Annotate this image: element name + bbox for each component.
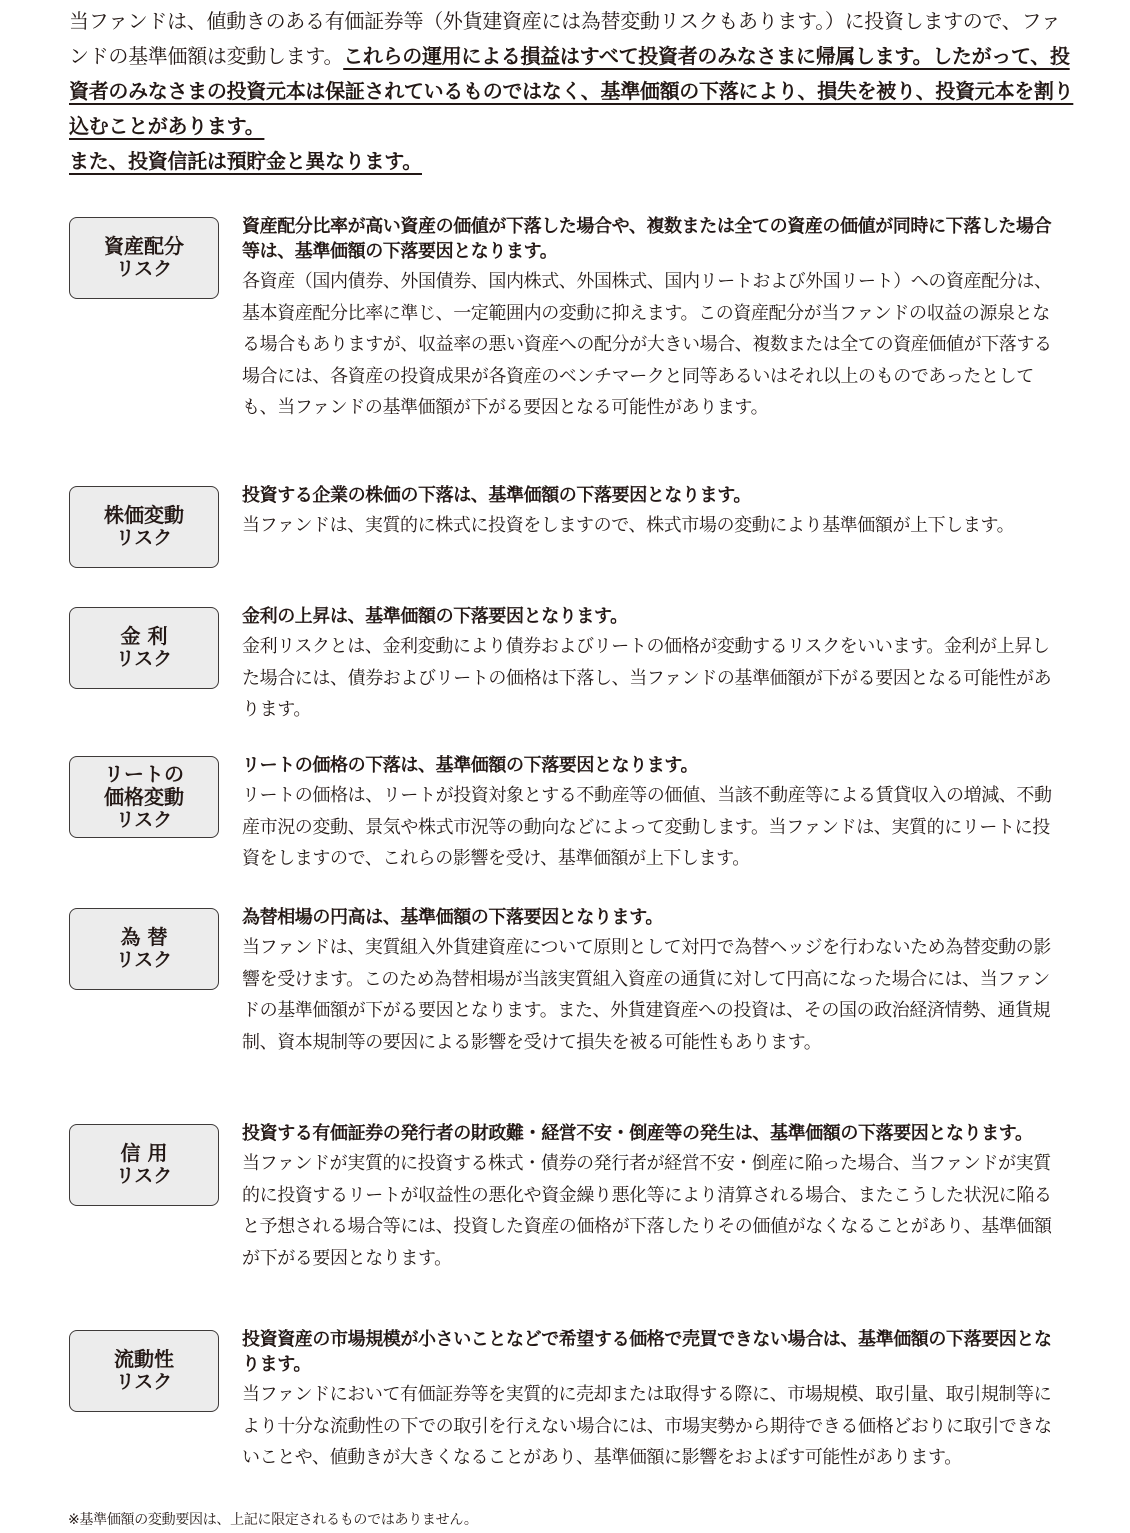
risk-detail: 当ファンドが実質的に投資する株式・債券の発行者が経営不安・倒産に陥った場合、当ファンドが実質的に投資するリートが収益性の悪化や資金繰り悪化等により清算される場合、またこうした状況に陥ると予想される場合等には、投資した資産の価格が下落したりその価値がなくなることがあり、基準価額が下がる要因となります。: [242, 1153, 1052, 1269]
risk-detail: リートの価格は、リートが投資対象とする不動産等の価値、当該不動産等による賃貸収入の増減、不動産市況の変動、景気や株式市況等の動向などによって変動します。当ファンドは、実質的にリートに投資をしますので、これらの影響を受け、基準価額が上下します。: [242, 785, 1052, 869]
risk-label-title: 為 替: [120, 925, 168, 949]
risk-headline: 投資資産の市場規模が小さいことなどで希望する価格で売買できない場合は、基準価額の下落要因となります。: [242, 1329, 1052, 1375]
risk-label-title: リートの: [104, 761, 184, 786]
risk-description: [242, 214, 1064, 424]
risk-description: [242, 905, 1064, 1058]
risk-headline: 為替相場の円高は、基準価額の下落要因となります。: [242, 907, 663, 928]
risk-label-title: 資産配分: [104, 234, 184, 258]
risk-label-suffix: リスク: [115, 648, 173, 670]
risk-headline: 金利の上昇は、基準価額の下落要因となります。: [242, 606, 628, 627]
intro-bold-notice: これらの運用による損益はすべて投資者のみなさまに帰属します。したがって、投資者のみなさまの投資元本は保証されているものではなく、基準価額の下落により、損失を被り、投資元本を割り込むことがあります。: [69, 44, 1074, 138]
risk-description: [242, 1121, 1064, 1274]
risk-description: [242, 604, 1064, 726]
risk-label-title: 信 用: [120, 1141, 168, 1165]
risk-detail: 当ファンドにおいて有価証券等を実質的に売却または取得する際に、市場規模、取引量、取引規制等により十分な流動性の下での取引を行えない場合には、市場実勢から期待できる価格どおりに取引できないことや、値動きが大きくなることがあり、基準価額に影響をおよぼす可能性があります。: [242, 1384, 1052, 1468]
risk-label-box: [69, 486, 219, 568]
risk-detail: 当ファンドは、実質的に株式に投資をしますので、株式市場の変動により基準価額が上下します。: [242, 515, 1015, 536]
risk-label-box: [69, 217, 219, 299]
risk-label-suffix: リスク: [115, 258, 173, 280]
risk-label-box: [69, 607, 219, 689]
intro-paragraph: [69, 4, 1079, 179]
risk-label-title: 流動性: [114, 1347, 174, 1371]
risk-headline: リートの価格の下落は、基準価額の下落要因となります。: [242, 755, 699, 776]
risk-label-box: [69, 1330, 219, 1412]
risk-label-box: [69, 1124, 219, 1206]
risk-headline: 投資する有価証券の発行者の財政難・経営不安・倒産等の発生は、基準価額の下落要因となります。: [242, 1123, 1033, 1144]
footnote: ※基準価額の変動要因は、上記に限定されるものではありません。: [68, 1512, 478, 1528]
risk-label-suffix: リスク: [115, 527, 173, 549]
risk-detail: 当ファンドは、実質組入外貨建資産について原則として対円で為替ヘッジを行わないため為替変動の影響を受けます。このため為替相場が当該実質組入資産の通貨に対して円高になった場合には、当ファンドの基準価額が下がる要因となります。また、外貨建資産への投資は、その国の政治経済情勢、通貨規制、資本規制等の要因による影響を受けて損失を被る可能性もあります。: [242, 937, 1051, 1053]
risk-label-title: 金 利: [120, 624, 168, 648]
risk-description: [242, 753, 1064, 875]
risk-label-box: [69, 908, 219, 990]
intro-plain-text: 当ファンドは、値動きのある有価証券等（外貨建資産には為替変動リスクもあります。）に投資しますので、ファンドの基準価額は変動します。: [69, 9, 1061, 68]
risk-detail: 金利リスクとは、金利変動により債券およびリートの価格が変動するリスクをいいます。金利が上昇した場合には、債券およびリートの価格は下落し、当ファンドの基準価額が下がる要因となる可能性があります。: [242, 636, 1052, 720]
risk-headline: 投資する企業の株価の下落は、基準価額の下落要因となります。: [242, 485, 751, 506]
risk-description: [242, 483, 1064, 542]
risk-label-title: 株価変動: [104, 503, 184, 527]
risk-detail: 各資産（国内債券、外国債券、国内株式、外国株式、国内リートおよび外国リート）への資産配分は、基本資産配分比率に準じ、一定範囲内の変動に抑えます。この資産配分が当ファンドの収益の源泉となる場合もありますが、収益率の悪い資産への配分が大きい場合、複数または全ての資産価値が下落する場合には、各資産の投資成果が各資産のベンチマークと同等あるいはそれ以上のものであったとしても、当ファンドの基準価額が下がる要因となる可能性があります。: [242, 271, 1052, 418]
risk-label-suffix: リスク: [115, 1371, 173, 1393]
risk-headline: 資産配分比率が高い資産の価値が下落した場合や、複数または全ての資産の価値が同時に下落した場合等は、基準価額の下落要因となります。: [242, 216, 1052, 262]
intro-bold-notice-deposit: また、投資信託は預貯金と異なります。: [69, 149, 422, 173]
risk-label-suffix: リスク: [115, 808, 173, 831]
risk-label-suffix: リスク: [115, 949, 173, 971]
risk-label-box: [69, 756, 219, 838]
risk-label-title-line2: 価格変動: [104, 784, 184, 809]
risk-label-suffix: リスク: [115, 1165, 173, 1187]
risk-description: [242, 1327, 1064, 1474]
